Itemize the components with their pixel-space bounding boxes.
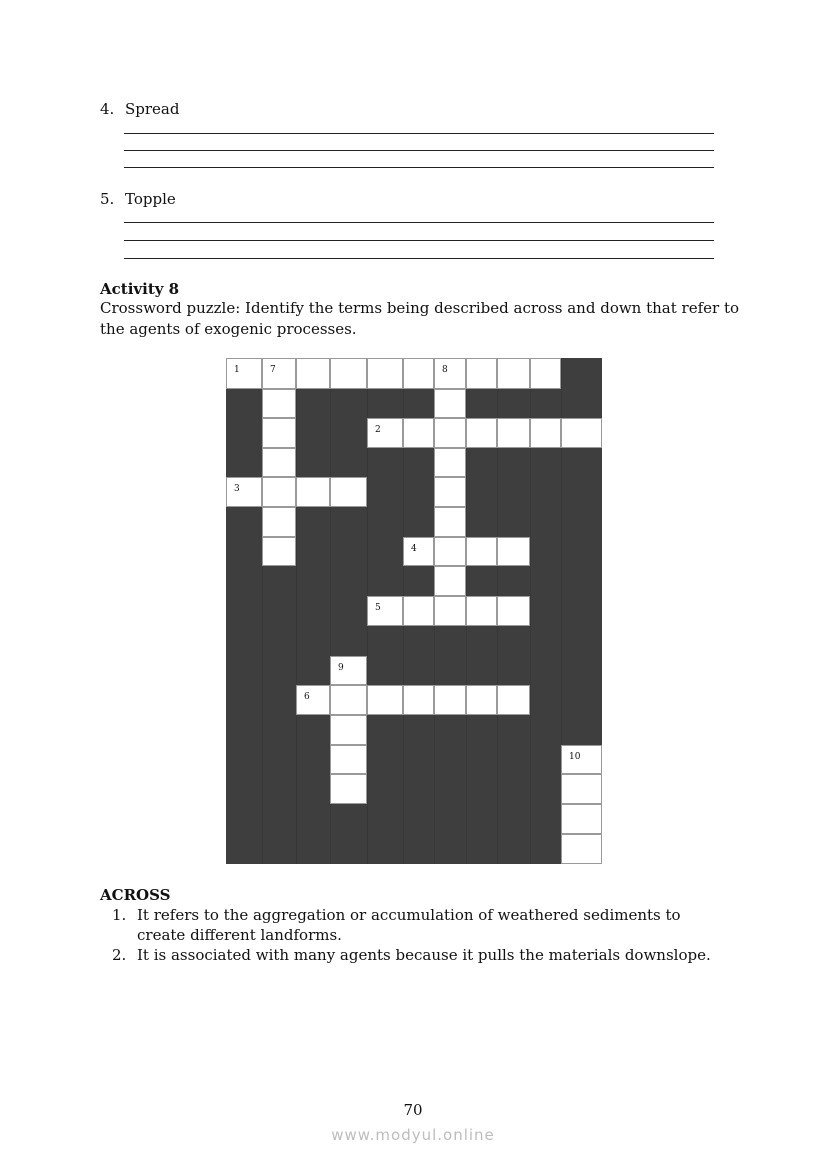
clue-number-label: 3 [234, 484, 240, 494]
crossword-block [330, 448, 367, 477]
crossword-cell[interactable] [466, 418, 497, 448]
crossword-block [466, 477, 497, 507]
crossword-block [561, 626, 602, 656]
crossword-cell[interactable] [296, 477, 330, 507]
crossword-block [330, 566, 367, 596]
crossword-block [367, 448, 403, 477]
crossword-block [403, 389, 434, 418]
crossword-block [561, 596, 602, 626]
clue-number-label: 2 [375, 425, 381, 435]
crossword-cell[interactable] [296, 358, 330, 389]
crossword-block [561, 389, 602, 418]
question-word: Spread [125, 100, 180, 118]
crossword-block [530, 804, 561, 834]
crossword-block [466, 834, 497, 864]
crossword-cell[interactable] [434, 389, 466, 418]
crossword-block [262, 834, 296, 864]
crossword-block [403, 804, 434, 834]
crossword-block [530, 596, 561, 626]
crossword-cell[interactable] [497, 358, 530, 389]
crossword-block [226, 715, 262, 745]
crossword-cell[interactable] [367, 418, 403, 448]
crossword-cell[interactable] [497, 537, 530, 566]
crossword-cell[interactable] [330, 774, 367, 804]
answer-line[interactable] [124, 222, 714, 223]
crossword-block [262, 596, 296, 626]
crossword-block [497, 477, 530, 507]
crossword-block [561, 507, 602, 537]
question-4 [100, 100, 179, 118]
crossword-block [434, 834, 466, 864]
crossword-cell[interactable] [434, 537, 466, 566]
question-5 [100, 190, 176, 208]
crossword-cell[interactable] [466, 596, 497, 626]
crossword-cell[interactable] [561, 774, 602, 804]
crossword-block [296, 656, 330, 685]
crossword-block [466, 448, 497, 477]
crossword-cell[interactable] [434, 358, 466, 389]
crossword-cell[interactable] [330, 745, 367, 774]
answer-line[interactable] [124, 133, 714, 134]
crossword-block [226, 389, 262, 418]
crossword-cell[interactable] [367, 358, 403, 389]
crossword-block [226, 834, 262, 864]
crossword-block [367, 389, 403, 418]
crossword-block [226, 804, 262, 834]
crossword-block [530, 626, 561, 656]
question-word: Topple [125, 190, 176, 208]
crossword-cell[interactable] [497, 685, 530, 715]
crossword-block [403, 448, 434, 477]
watermark: www.modyul.online [331, 1126, 495, 1144]
crossword-block [296, 418, 330, 448]
crossword-cell[interactable] [262, 537, 296, 566]
answer-line[interactable] [124, 167, 714, 168]
page-number: 70 [403, 1101, 423, 1119]
crossword-block [262, 774, 296, 804]
answer-line[interactable] [124, 150, 714, 151]
crossword-block [497, 448, 530, 477]
crossword-block [497, 804, 530, 834]
clue-number-label: 4 [411, 544, 417, 554]
crossword-block [466, 656, 497, 685]
crossword-cell[interactable] [434, 418, 466, 448]
crossword-block [262, 566, 296, 596]
crossword-block [226, 745, 262, 774]
crossword-block [466, 715, 497, 745]
crossword-block [330, 834, 367, 864]
crossword-block [367, 774, 403, 804]
crossword-cell[interactable] [434, 448, 466, 477]
crossword-block [262, 626, 296, 656]
crossword-block [367, 715, 403, 745]
crossword-block [466, 745, 497, 774]
crossword-block [262, 804, 296, 834]
crossword-cell[interactable] [330, 656, 367, 685]
crossword-block [262, 656, 296, 685]
crossword-block [530, 448, 561, 477]
crossword-cell[interactable] [296, 685, 330, 715]
crossword-block [226, 507, 262, 537]
clue-number-label: 7 [270, 365, 276, 375]
crossword-block [403, 745, 434, 774]
crossword-block [226, 656, 262, 685]
crossword-block [367, 566, 403, 596]
crossword-block [262, 715, 296, 745]
crossword-block [561, 477, 602, 507]
answer-line[interactable] [124, 258, 714, 259]
clue-number: 2. [112, 946, 127, 964]
crossword-cell[interactable] [330, 715, 367, 745]
crossword-block [226, 596, 262, 626]
crossword-block [561, 448, 602, 477]
crossword-block [530, 389, 561, 418]
crossword-cell[interactable] [330, 358, 367, 389]
crossword-block [561, 656, 602, 685]
crossword-block [403, 477, 434, 507]
crossword-block [296, 774, 330, 804]
crossword-block [497, 774, 530, 804]
crossword-block [497, 507, 530, 537]
crossword-block [296, 626, 330, 656]
crossword-block [226, 537, 262, 566]
crossword-cell[interactable] [403, 685, 434, 715]
crossword-block [403, 715, 434, 745]
crossword-block [330, 507, 367, 537]
crossword-cell[interactable] [530, 358, 561, 389]
crossword-cell[interactable] [403, 596, 434, 626]
crossword-block [561, 537, 602, 566]
crossword-cell[interactable] [466, 537, 497, 566]
clue-number-label: 9 [338, 663, 344, 673]
crossword-block [296, 804, 330, 834]
crossword-block [296, 834, 330, 864]
crossword-block [296, 507, 330, 537]
crossword-block [497, 566, 530, 596]
crossword-block [330, 418, 367, 448]
crossword-block [226, 626, 262, 656]
clue-text: It refers to the aggregation or accumulation of weathered sediments to create different landforms. [137, 906, 681, 944]
crossword-cell[interactable] [262, 448, 296, 477]
crossword-block [296, 566, 330, 596]
crossword-block [497, 389, 530, 418]
crossword-cell[interactable] [403, 537, 434, 566]
crossword-block [226, 685, 262, 715]
crossword-cell[interactable] [530, 418, 561, 448]
across-clue [112, 945, 724, 965]
crossword-block [367, 507, 403, 537]
crossword-block [466, 626, 497, 656]
crossword-block [367, 834, 403, 864]
crossword-block [530, 477, 561, 507]
clue-number-label: 1 [234, 365, 240, 375]
crossword-cell[interactable] [226, 477, 262, 507]
crossword-cell[interactable] [497, 418, 530, 448]
crossword-block [330, 537, 367, 566]
across-clue-list [112, 905, 724, 965]
crossword-cell[interactable] [330, 477, 367, 507]
clue-number-label: 8 [442, 365, 448, 375]
crossword-block [367, 626, 403, 656]
crossword-block [530, 774, 561, 804]
crossword-block [466, 389, 497, 418]
crossword-block [296, 448, 330, 477]
crossword-block [497, 656, 530, 685]
crossword-block [434, 626, 466, 656]
crossword-block [262, 745, 296, 774]
crossword-block [330, 626, 367, 656]
crossword-block [466, 804, 497, 834]
clue-number-label: 5 [375, 603, 381, 613]
crossword-block [403, 774, 434, 804]
crossword-block [561, 715, 602, 745]
crossword-block [226, 566, 262, 596]
crossword-block [497, 834, 530, 864]
crossword-cell[interactable] [262, 418, 296, 448]
crossword-block [367, 745, 403, 774]
crossword-block [226, 774, 262, 804]
crossword-cell[interactable] [403, 418, 434, 448]
crossword-block [530, 507, 561, 537]
crossword-block [530, 745, 561, 774]
crossword-cell[interactable] [434, 507, 466, 537]
crossword-cell[interactable] [226, 358, 262, 389]
crossword-block [226, 448, 262, 477]
crossword-block [466, 566, 497, 596]
clue-text: It is associated with many agents because it pulls the materials downslope. [137, 946, 711, 964]
crossword-cell[interactable] [330, 685, 367, 715]
crossword-block [497, 745, 530, 774]
question-number: 4. [100, 100, 115, 118]
crossword-block [403, 566, 434, 596]
crossword-cell[interactable] [434, 477, 466, 507]
crossword-block [403, 626, 434, 656]
crossword-cell[interactable] [466, 358, 497, 389]
crossword-block [296, 537, 330, 566]
crossword-block [367, 537, 403, 566]
crossword-block [561, 685, 602, 715]
crossword-block [403, 656, 434, 685]
crossword-cell[interactable] [561, 745, 602, 774]
crossword-block [434, 715, 466, 745]
crossword-cell[interactable] [367, 685, 403, 715]
crossword-block [497, 626, 530, 656]
crossword-cell[interactable] [367, 596, 403, 626]
crossword-cell[interactable] [497, 596, 530, 626]
crossword-block [296, 745, 330, 774]
crossword-block [367, 804, 403, 834]
clue-number: 1. [112, 906, 127, 924]
crossword-cell[interactable] [262, 358, 296, 389]
crossword-block [434, 774, 466, 804]
crossword-cell[interactable] [262, 507, 296, 537]
answer-line[interactable] [124, 240, 714, 241]
crossword-block [530, 715, 561, 745]
crossword-cell[interactable] [466, 685, 497, 715]
crossword-cell[interactable] [434, 596, 466, 626]
clue-number-label: 10 [569, 752, 581, 762]
question-number: 5. [100, 190, 115, 208]
crossword-cell[interactable] [561, 418, 602, 448]
crossword-block [434, 804, 466, 834]
crossword-block [466, 774, 497, 804]
across-clue [112, 905, 724, 945]
crossword-block [434, 656, 466, 685]
crossword-block [530, 537, 561, 566]
crossword-block [561, 566, 602, 596]
crossword-block [330, 596, 367, 626]
crossword-cell[interactable] [434, 566, 466, 596]
crossword-block [296, 389, 330, 418]
crossword-cell[interactable] [262, 477, 296, 507]
crossword-grid [226, 358, 602, 864]
activity-title: Activity 8 [100, 280, 180, 298]
crossword-block [367, 477, 403, 507]
crossword-block [530, 656, 561, 685]
crossword-block [330, 804, 367, 834]
crossword-cell[interactable] [434, 685, 466, 715]
crossword-block [296, 715, 330, 745]
clue-number-label: 6 [304, 692, 310, 702]
crossword-block [226, 418, 262, 448]
crossword-block [434, 745, 466, 774]
crossword-block [403, 834, 434, 864]
crossword-block [296, 596, 330, 626]
crossword-block [497, 715, 530, 745]
crossword-cell[interactable] [262, 389, 296, 418]
crossword-block [367, 656, 403, 685]
crossword-block [466, 507, 497, 537]
activity-description: Crossword puzzle: Identify the terms being described across and down that refer to the agents of exogenic processes. [100, 299, 740, 338]
crossword-block [530, 834, 561, 864]
crossword-cell[interactable] [561, 834, 602, 864]
crossword-block [530, 685, 561, 715]
crossword-block [262, 685, 296, 715]
crossword-cell[interactable] [561, 804, 602, 834]
crossword-block [330, 389, 367, 418]
crossword-block [530, 566, 561, 596]
crossword-block [403, 507, 434, 537]
crossword-block [561, 358, 602, 389]
across-heading: ACROSS [100, 886, 171, 904]
crossword-cell[interactable] [403, 358, 434, 389]
